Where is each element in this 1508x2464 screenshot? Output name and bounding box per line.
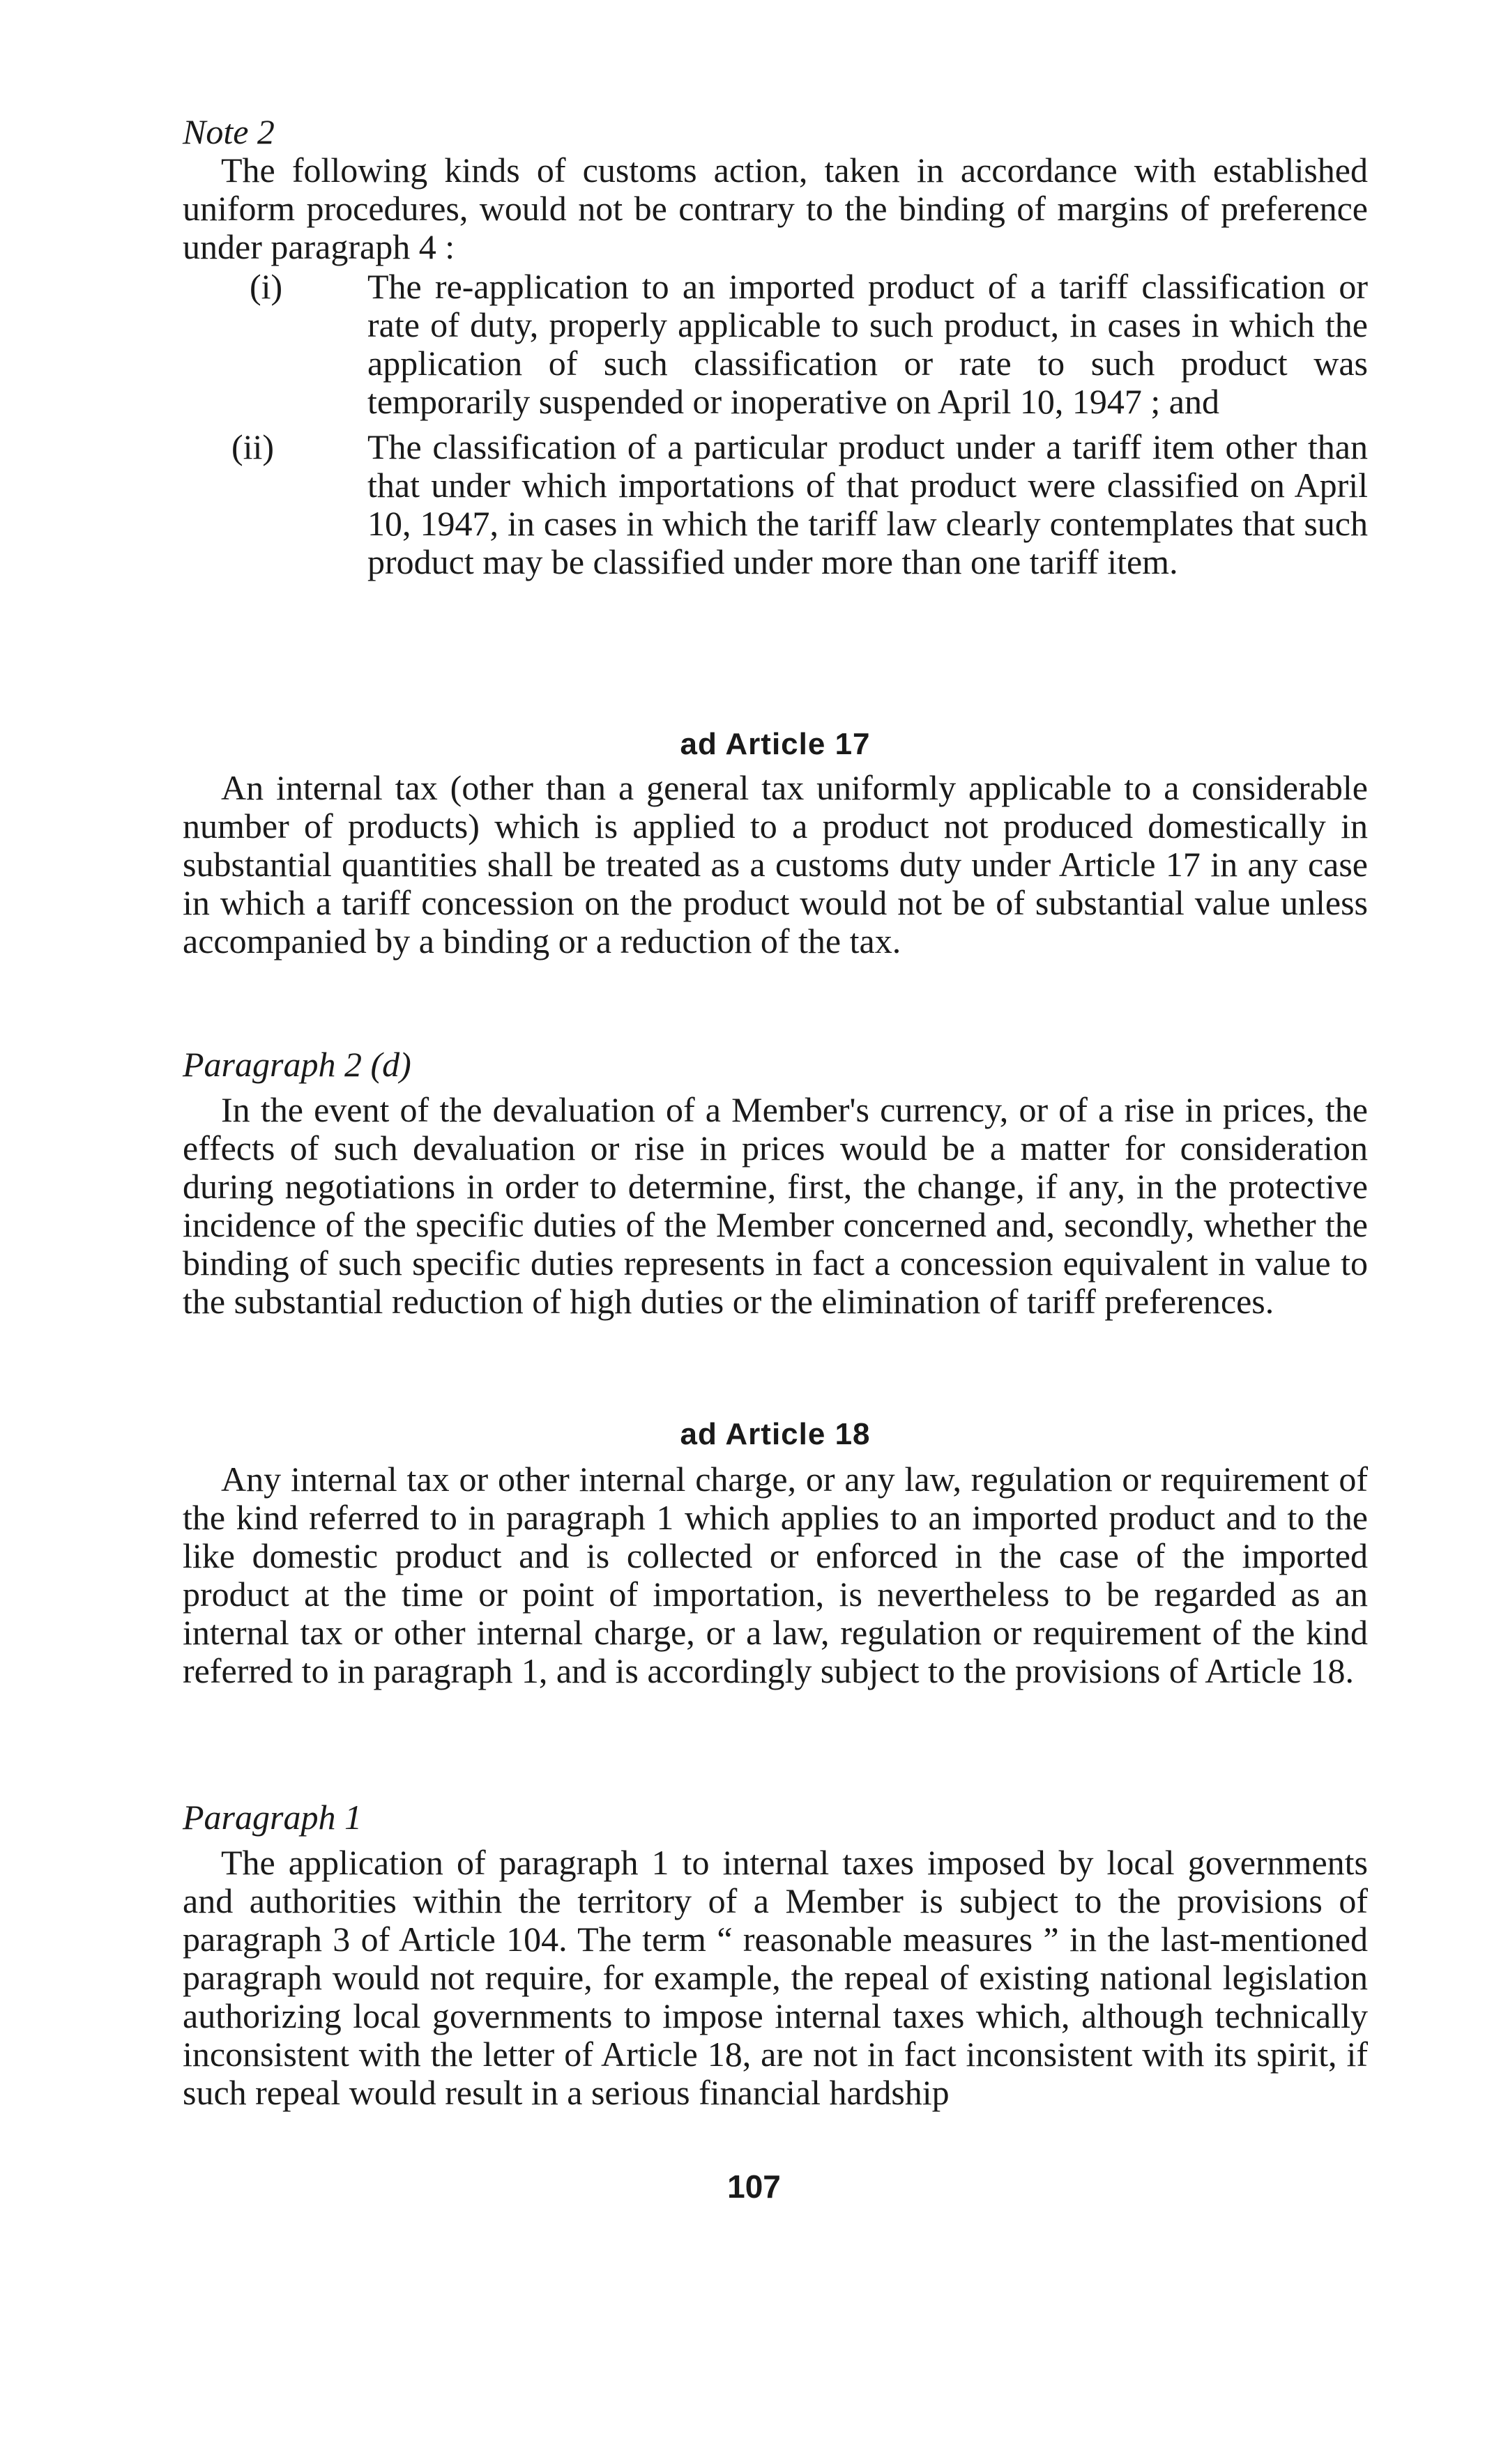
page-number: 107: [727, 2168, 781, 2205]
article17-heading: ad Article 17: [680, 727, 871, 761]
note2-item-i: [183, 268, 1368, 421]
paragraph2d-text: In the event of the devaluation of a Member's currency, or of a rise in prices, the effects of such devaluation or rise in prices would be a matter for consideration during negotiations in order to determine, first, the change, if any, in the protective incidence of the specific duties of the Member concerned and, secondly, whether the binding of such specific duties represents in fact a concession equivalent in value to the substantial reduction of high duties or the elimination of tariff preferences.: [183, 1090, 1368, 1321]
note2-item-ii: [183, 428, 1368, 581]
paragraph1-heading: Paragraph 1: [183, 1798, 362, 1837]
note2-item-i-label: (i): [250, 267, 283, 306]
paragraph1-section: [183, 1798, 1368, 2112]
paragraph2d-heading: Paragraph 2 (d): [183, 1045, 411, 1084]
article17-section: [183, 725, 1368, 961]
note2-section: [183, 113, 1368, 581]
note2-item-ii-label: (ii): [231, 427, 275, 466]
note2-heading: Note 2: [183, 112, 275, 151]
note2-item-i-text: The re-application to an imported product of a tariff classification or rate of duty, properly applicable to such product, in cases in which the application of such classification or rate to such product was temporarily suspended or inoperative on April 10, 1947 ; and: [367, 267, 1368, 421]
article18-section: [183, 1415, 1368, 1690]
paragraph2d-section: [183, 1046, 1368, 1321]
paragraph1-text: The application of paragraph 1 to internal taxes imposed by local governments and authorities within the territory of a Member is subject to the provisions of paragraph 3 of Article 104. The term “ reasonable measures ” in the last-mentioned paragraph would not require, for example, the repeal of existing national legislation authorizing local governments to impose internal taxes which, although technically inconsistent with the letter of Article 18, are not in fact inconsistent with its spirit, if such repeal would result in a serious financial hardship: [183, 1843, 1368, 2112]
article17-text: An internal tax (other than a general tax uniformly applicable to a considerable number of products) which is applied to a product not produced domestically in substantial quantities shall be treated as a customs duty under Article 17 in any case in which a tariff concession on the product would not be of substantial value unless accompanied by a binding or a reduction of the tax.: [183, 768, 1368, 961]
note2-intro: The following kinds of customs action, taken in accordance with established uniform procedures, would not be contrary to the binding of margins of preference under paragraph 4 :: [183, 151, 1368, 266]
article18-text: Any internal tax or other internal charge, or any law, regulation or requirement of the kind referred to in paragraph 1 which applies to an imported product and to the like domestic product and is collected or enforced in the case of the imported product at the time or point of importation, is nevertheless to be regarded as an internal tax or other internal charge, or a law, regulation or requirement of the kind referred to in paragraph 1, and is accordingly subject to the provisions of Article 18.: [183, 1460, 1368, 1690]
article18-heading: ad Article 18: [680, 1417, 871, 1451]
note2-item-ii-text: The classification of a particular product under a tariff item other than that under which importations of that product were classified on April 10, 1947, in cases in which the tariff law clearly contemplates that such product may be classified under more than one tariff item.: [367, 427, 1368, 581]
